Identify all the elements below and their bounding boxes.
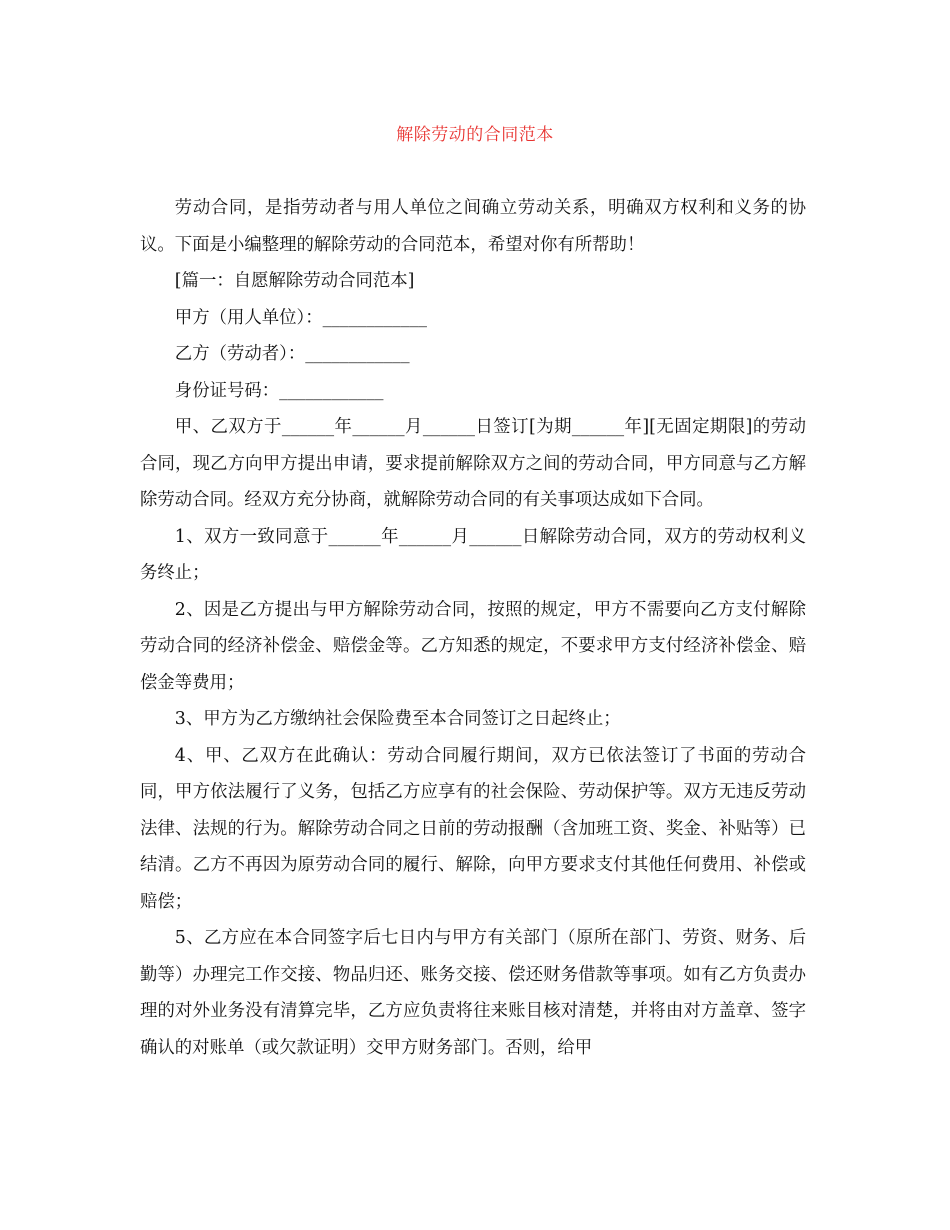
preamble-paragraph: 甲、乙双方于______年______月______日签订[为期______年][无固定期限]的劳动合同，现乙方向甲方提出申请，要求提前解除双方之间的劳动合同，甲方同意与乙方解除劳动合同。经双方充分协商，就解除劳动合同的有关事项达成如下合同。	[140, 417, 806, 510]
id-number-line: 身份证号码：____________	[174, 380, 384, 401]
document-title: 解除劳动的合同范本	[396, 125, 554, 145]
intro-paragraph: 劳动合同，是指劳动者与用人单位之间确立劳动关系，明确双方权利和义务的协议。下面是小编整理的解除劳动的合同范本，希望对你有所帮助！	[140, 198, 806, 255]
clause-1: 1、双方一致同意于______年______月______日解除劳动合同，双方的劳动权利义务终止；	[140, 526, 806, 583]
clause-2: 2、因是乙方提出与甲方解除劳动合同，按照的规定，甲方不需要向乙方支付解除劳动合同的经济补偿金、赔偿金等。乙方知悉的规定，不要求甲方支付经济补偿金、赔偿金等费用；	[140, 599, 806, 693]
clause-4: 4、甲、乙双方在此确认：劳动合同履行期间，双方已依法签订了书面的劳动合同，甲方依法履行了义务，包括乙方应享有的社会保险、劳动保护等。双方无违反劳动法律、法规的行为。解除劳动合同之日前的劳动报酬（含加班工资、奖金、补贴等）已结清。乙方不再因为原劳动合同的履行、解除，向甲方要求支付其他任何费用、补偿或赔偿；	[140, 745, 806, 912]
party-a-line: 甲方（用人单位）：____________	[174, 307, 427, 328]
clause-3: 3、甲方为乙方缴纳社会保险费至本合同签订之日起终止；	[174, 709, 621, 729]
section-heading: [篇一：自愿解除劳动合同范本]	[174, 271, 415, 291]
document-body	[140, 190, 806, 1066]
party-b-line: 乙方（劳动者）：____________	[174, 344, 410, 364]
clause-5: 5、乙方应在本合同签字后七日内与甲方有关部门（原所在部门、劳资、财务、后勤等）办理完工作交接、物品归还、账务交接、偿还财务借款等事项。如有乙方负责办理的对外业务没有清算完毕，乙方应负责将往来账目核对清楚，并将由对方盖章、签字确认的对账单（或欠款证明）交甲方财务部门。否则，给甲	[140, 928, 806, 1058]
